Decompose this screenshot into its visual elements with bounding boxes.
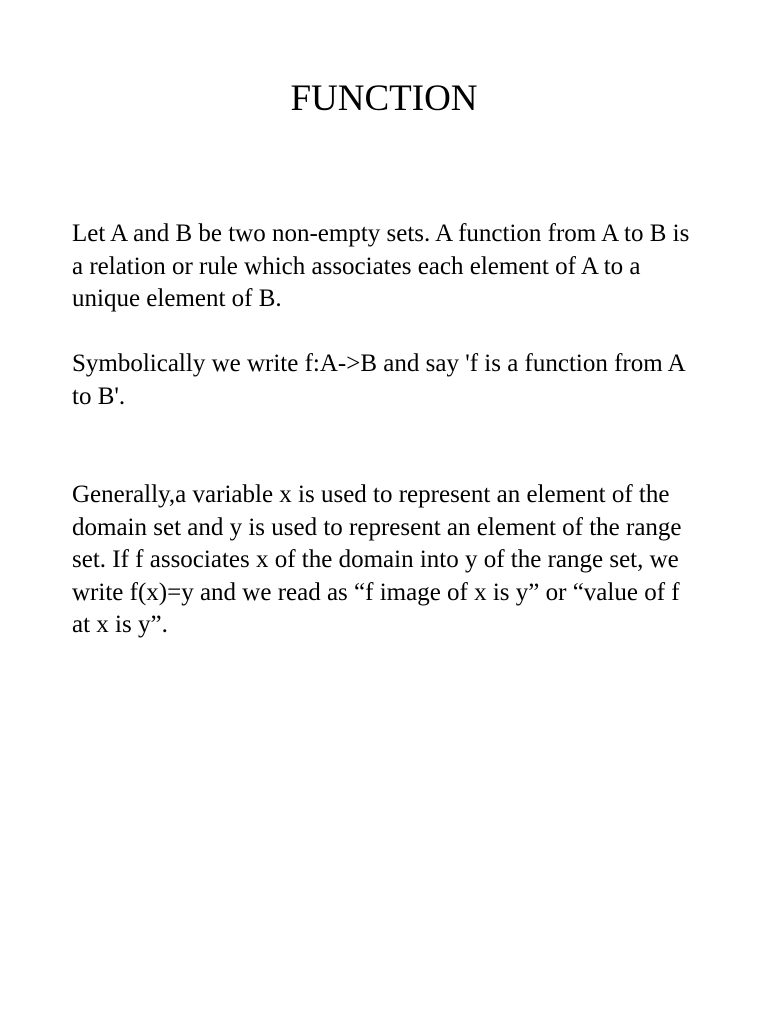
page-title: FUNCTION — [290, 78, 478, 119]
paragraph-variables: Generally,a variable x is used to represent an element of the domain set and y is used to represent an element of the range set. If f associates x of the domain into y of the range set, we write f(x)=y and we read as “f image of x is y” or “value of f at x is y”. — [72, 481, 682, 638]
paragraph-definition: Let A and B be two non-empty sets. A function from A to B is a relation or rule which associates each element of A to a unique element of B. — [72, 220, 690, 312]
paragraph-notation: Symbolically we write f:A->B and say 'f is a function from A to B'. — [72, 350, 685, 410]
